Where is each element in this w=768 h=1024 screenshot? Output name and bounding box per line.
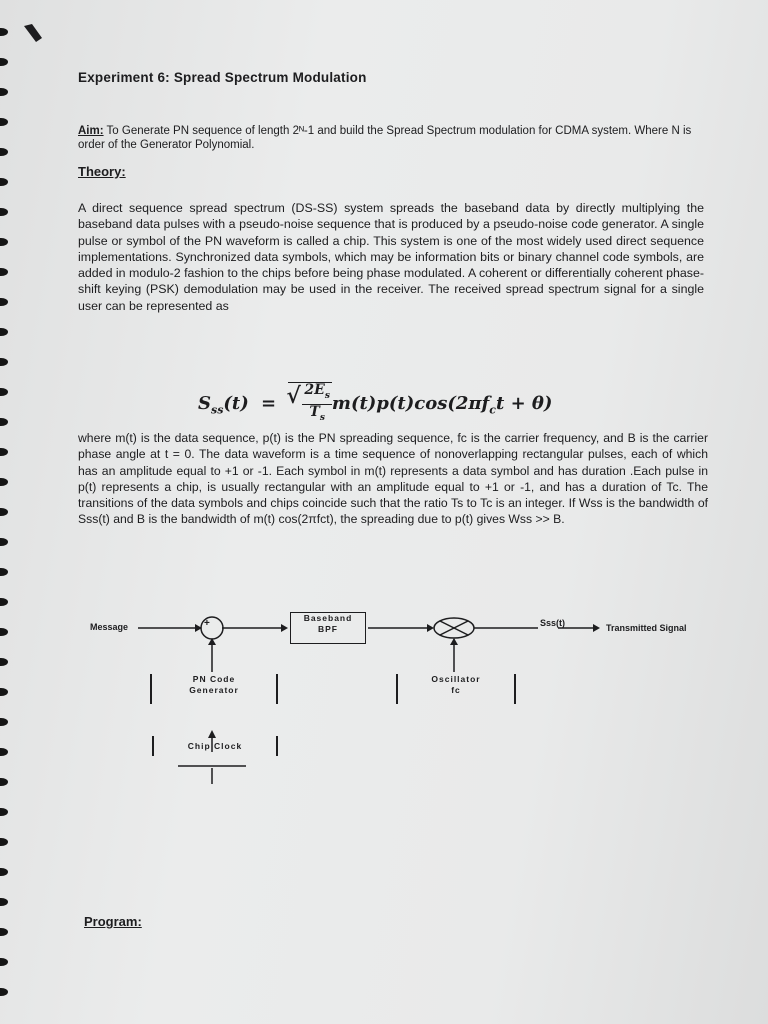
denominator-text: T xyxy=(309,403,320,420)
spiral-binding xyxy=(0,0,16,1024)
denominator-sub: s xyxy=(319,412,325,423)
sqrt-sign-icon: √ xyxy=(286,383,301,409)
formula-lhs-arg: (t) xyxy=(223,392,249,414)
program-heading: Program: xyxy=(84,914,142,929)
binding-ring xyxy=(0,598,8,606)
formula-fraction xyxy=(302,383,332,426)
block-diagram xyxy=(78,608,738,788)
binding-ring xyxy=(0,328,8,336)
binding-ring xyxy=(0,118,8,126)
binding-ring xyxy=(0,838,8,846)
formula-denominator xyxy=(309,405,325,426)
binding-ring xyxy=(0,568,8,576)
oscillator-box xyxy=(396,674,516,704)
theory-paragraph: A direct sequence spread spectrum (DS-SS) system spreads the baseband data by directly multiplying the baseband data pulses with a pseudo-noise sequence that is produced by a pseudo-noise code generator. A single pulse or symbol of the PN waveform is called a chip. This system is one of the most widely used direct sequence implementations. Synchronized data symbols, which may be information bits or binary channel code symbols, are added in modulo-2 fashion to the chips before being phase modulated. A coherent or differentially coherent phase-shift keying (PSK) demodulation may be used in the receiver. The received spread spectrum signal for a single user can be represented as xyxy=(78,201,704,313)
formula-sqrt xyxy=(288,382,332,426)
bpf-line-1: Baseband xyxy=(303,613,353,623)
binding-ring xyxy=(0,418,8,426)
sst-label: Sss(t) xyxy=(540,618,566,628)
binding-ring xyxy=(0,508,8,516)
binding-ring xyxy=(0,628,8,636)
adder-plus: + xyxy=(204,618,210,629)
binding-ring xyxy=(0,448,8,456)
binding-ring xyxy=(0,778,8,786)
bpf-line-2: BPF xyxy=(318,624,338,634)
binding-ring xyxy=(0,268,8,276)
binding-ring xyxy=(0,28,8,36)
formula-lhs: S xyxy=(198,392,211,414)
binding-ring xyxy=(0,688,8,696)
oscillator-line-2: fc xyxy=(451,685,461,695)
binding-ring xyxy=(0,868,8,876)
binding-ring xyxy=(0,208,8,216)
binding-ring xyxy=(0,58,8,66)
binding-ring xyxy=(0,478,8,486)
binding-ring xyxy=(0,808,8,816)
binding-ring xyxy=(0,958,8,966)
numerator-text: 2E xyxy=(304,382,325,398)
binding-ring xyxy=(0,238,8,246)
aim-label: Aim: xyxy=(78,125,104,137)
formula-rhs: m(t)p(t)cos(2πf xyxy=(331,392,490,414)
chip-clock-box: Chip Clock xyxy=(152,736,278,756)
binding-ring xyxy=(0,88,8,96)
message-label: Message xyxy=(90,622,129,632)
formula-numerator xyxy=(302,383,332,405)
binding-ring xyxy=(0,898,8,906)
binding-ring xyxy=(0,538,8,546)
corner-clip-icon xyxy=(22,22,46,44)
baseband-bpf-box xyxy=(290,612,366,644)
pn-code-generator-box xyxy=(150,674,278,704)
pn-gen-line-1: PN Code xyxy=(192,674,236,684)
binding-ring xyxy=(0,358,8,366)
binding-ring xyxy=(0,718,8,726)
binding-ring xyxy=(0,388,8,396)
theory-heading: Theory: xyxy=(78,164,126,179)
formula-lhs-sub: ss xyxy=(211,403,224,417)
binding-ring xyxy=(0,658,8,666)
oscillator-line-1: Oscillator xyxy=(431,674,481,684)
page-title: Experiment 6: Spread Spectrum Modulation xyxy=(78,70,367,85)
binding-ring xyxy=(0,748,8,756)
formula-rhs-sub: c xyxy=(489,403,496,417)
explanation-paragraph: where m(t) is the data sequence, p(t) is the PN spreading sequence, fc is the carrier frequency, and B is the carrier phase angle at t = 0. The data waveform is a time sequence of nonoverlapping rectangular pulses, each of which has an amplitude equal to +1 or -1. Each symbol in m(t) represents a data symbol and has duration .Each pulse in p(t) represents a chip, is usually rectangular with an amplitude equal to +1 or -1, and has a duration of Tc. The transitions of the data symbols and chips coincide such that the ratio Ts to Tc is an integer. If Wss is the bandwidth of Sss(t) and B is the bandwidth of m(t) cos(2πfct), the spreading due to p(t) gives Wss >> B. xyxy=(78,431,708,527)
pn-gen-line-2: Generator xyxy=(189,685,239,695)
binding-ring xyxy=(0,178,8,186)
binding-ring xyxy=(0,988,8,996)
numerator-sub: s xyxy=(324,390,330,401)
aim-text: To Generate PN sequence of length 2ᴺ-1 and build the Spread Spectrum modulation for CDMA system. Where N is order of the Generator Polynomial. xyxy=(78,125,692,151)
formula-rhs-end: t + θ) xyxy=(496,392,553,414)
binding-ring xyxy=(0,148,8,156)
spread-spectrum-formula xyxy=(198,382,552,426)
formula-equals: = xyxy=(261,392,277,414)
binding-ring xyxy=(0,298,8,306)
aim-paragraph xyxy=(78,124,702,152)
transmitted-signal-label: Transmitted Signal xyxy=(606,623,687,633)
binding-ring xyxy=(0,928,8,936)
